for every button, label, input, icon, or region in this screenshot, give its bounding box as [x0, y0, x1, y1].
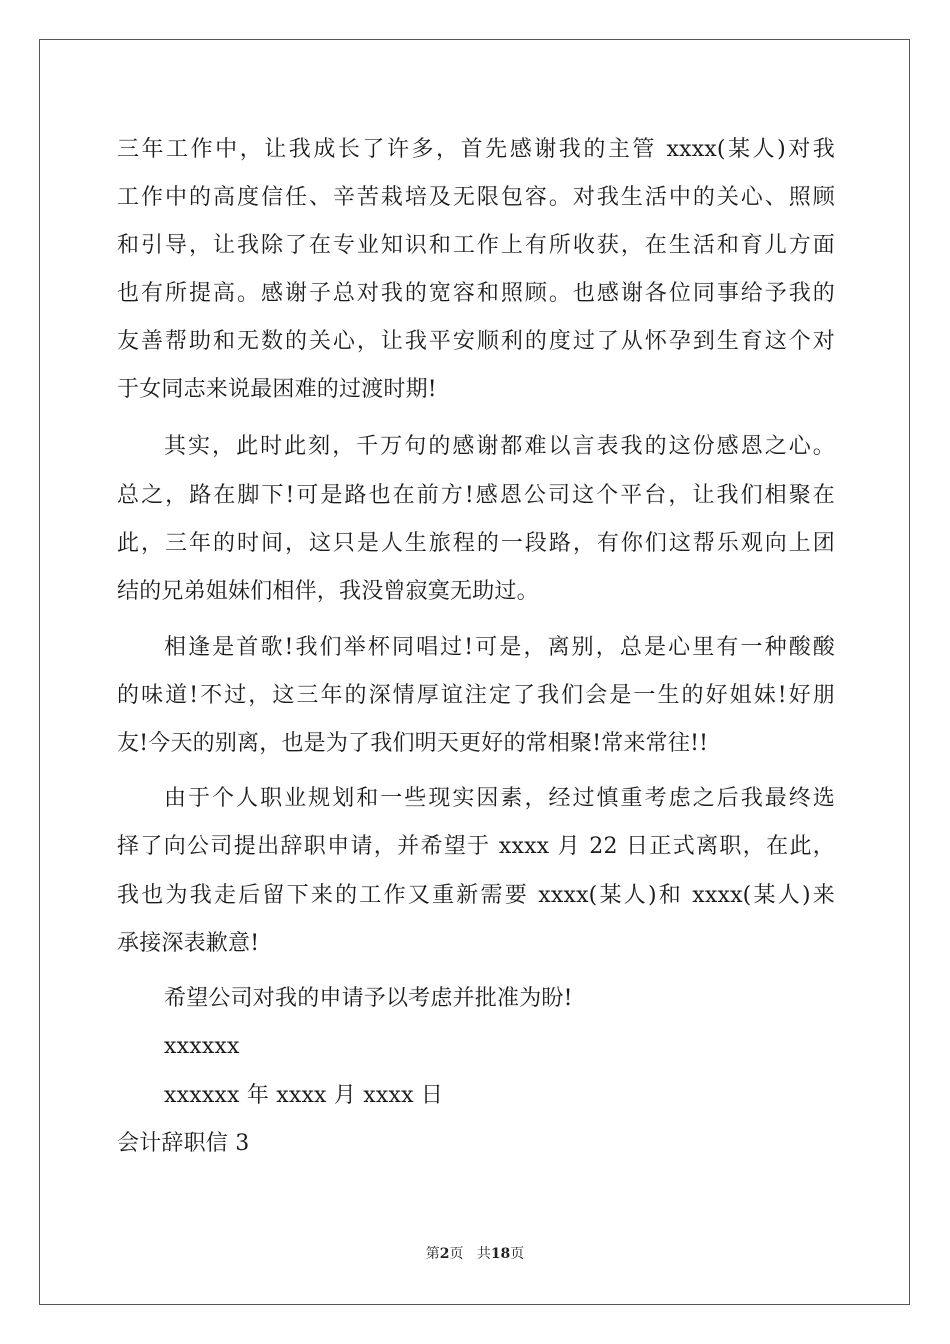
total-prefix: 共 [476, 1246, 491, 1262]
paragraph-line: 承接深表歉意! [117, 931, 260, 956]
signature-date: xxxxxx 年 xxxx 月 xxxx 日 [164, 1083, 444, 1108]
paragraph-line: 工作中的高度信任、辛苦栽培及无限包容。对我生活中的关心、照顾 [117, 185, 835, 210]
page-footer [0, 1243, 950, 1263]
page-current: 2 [439, 1246, 450, 1262]
paragraph-line: 我也为我走后留下来的工作又重新需要 xxxx(某人)和 xxxx(某人)来 [117, 883, 835, 908]
paragraph-line: 结的兄弟姐妹们相伴，我没曾寂寞无助过。 [117, 579, 539, 604]
paragraph-line: 总之，路在脚下!可是路也在前方!感恩公司这个平台，让我们相聚在 [117, 483, 835, 508]
paragraph-line: 三年工作中，让我成长了许多，首先感谢我的主管 xxxx(某人)对我 [117, 137, 835, 162]
closing-request: 希望公司对我的申请予以考虑并批准为盼! [164, 986, 573, 1011]
paragraph-line: 于女同志来说最困难的过渡时期! [117, 377, 437, 402]
paragraph-line: 此，三年的时间，这只是人生旅程的一段路，有你们这帮乐观向上团 [117, 531, 835, 556]
paragraph-line: 择了向公司提出辞职申请，并希望于 xxxx 月 22 日正式离职，在此， [117, 834, 835, 859]
total-suffix: 页 [510, 1246, 525, 1262]
signature-name: xxxxxx [164, 1034, 240, 1059]
paragraph-line: 由于个人职业规划和一些现实因素，经过慎重考虑之后我最终选 [164, 786, 835, 811]
paragraph-line: 其实，此时此刻，千万句的感谢都难以言表我的这份感恩之心。 [164, 434, 835, 459]
page-prefix: 第 [425, 1246, 440, 1262]
paragraph-line: 的味道!不过，这三年的深情厚谊注定了我们会是一生的好姐妹!好朋 [117, 683, 835, 708]
paragraph-line: 友善帮助和无数的关心，让我平安顺利的度过了从怀孕到生育这个对 [117, 329, 835, 354]
paragraph-line: 相逢是首歌!我们举杯同唱过!可是，离别，总是心里有一种酸酸 [164, 635, 835, 660]
page-total: 18 [490, 1246, 511, 1262]
section-heading: 会计辞职信 3 [117, 1131, 250, 1156]
page-suffix: 页 [449, 1246, 464, 1262]
paragraph-line: 友!今天的别离，也是为了我们明天更好的常相聚!常来常往!! [117, 731, 709, 756]
paragraph-line: 也有所提高。感谢子总对我的宽容和照顾。也感谢各位同事给予我的 [117, 281, 835, 306]
paragraph-line: 和引导，让我除了在专业知识和工作上有所收获，在生活和育儿方面 [117, 233, 835, 258]
